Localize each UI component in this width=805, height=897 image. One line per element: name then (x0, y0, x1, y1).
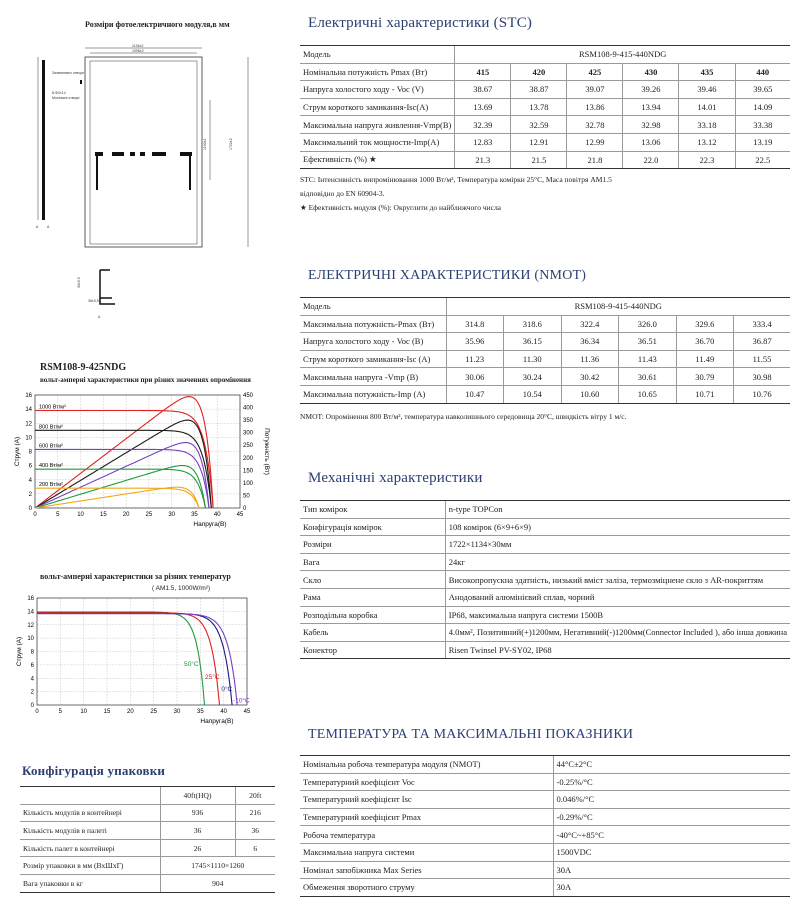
iv-curve-series (37, 613, 220, 705)
mech-row (300, 501, 790, 519)
nmot-cell: 326.0 (619, 315, 677, 333)
stc-cell: 13.86 (567, 98, 623, 116)
mech-row-value: Risen Twinsel PV-SY02, IP68 (445, 641, 790, 659)
mech-row-label: Розміри (300, 536, 445, 554)
nmot-row (300, 315, 790, 333)
y2-tick-label: 150 (243, 468, 254, 475)
chart2-title: вольт-амперні характеристики за різних температур (40, 572, 231, 581)
module-dimension-drawing (20, 40, 260, 325)
stc-cell: 13.06 (623, 133, 679, 151)
stc-note-3: ★ Ефективність модуля (%): Округлити до найближчого числа (300, 203, 502, 213)
module-drawing-title: Розміри фотоелектричного модуля,в мм (85, 20, 230, 29)
packing-cell: 6 (235, 839, 275, 857)
nmot-cell: 30.98 (734, 368, 790, 386)
y2-tick-label: 200 (243, 455, 254, 462)
stc-cell: 32.78 (567, 116, 623, 134)
mech-row-label: Скло (300, 571, 445, 589)
mech-row-value: IP68, максимальна напруга системи 1500В (445, 606, 790, 624)
x-tick-label: 5 (58, 709, 63, 715)
mech-row-label: Тип комірок (300, 501, 445, 519)
nmot-cell: 329.6 (676, 315, 734, 333)
y-tick-label: 8 (28, 449, 32, 456)
mech-row (300, 571, 790, 589)
x-tick-label: 0 (35, 709, 39, 715)
stc-cell: 39.26 (623, 81, 679, 99)
series-label: 200 Вт/м² (39, 482, 63, 489)
stc-cell: 38.67 (455, 81, 511, 99)
y2-tick-label: 300 (243, 430, 254, 437)
stc-row (300, 63, 790, 81)
packing-size-value: 1745×1110×1260 (160, 857, 275, 875)
mech-row (300, 641, 790, 659)
iv-curve-series (37, 612, 205, 705)
stc-cell: 440 (735, 63, 790, 81)
temp-row-value: 0.046%/°C (553, 791, 790, 809)
stc-row-label: Напруга холостого ходу - Voc (V) (300, 81, 455, 99)
x-tick-label: 35 (196, 709, 204, 715)
stc-row-label: Номінальна потужність Pmax (Вт) (300, 63, 455, 81)
temp-row (300, 826, 790, 844)
packing-row (20, 822, 275, 840)
stc-cell: 14.01 (679, 98, 735, 116)
nmot-cell: 30.42 (561, 368, 619, 386)
stc-cell: 39.46 (679, 81, 735, 99)
temp-row-value: 30A (553, 879, 790, 897)
nmot-cell: 36.87 (734, 333, 790, 351)
x-tick-label: 15 (103, 709, 111, 715)
temp-row (300, 879, 790, 897)
stc-cell: 22.0 (623, 151, 679, 169)
nmot-cell: 30.24 (504, 368, 562, 386)
nmot-cell: 10.54 (504, 385, 562, 403)
temp-row-label: Температурний коефіцієнт Voc (300, 773, 553, 791)
chart2-subtitle: ( AM1.5, 1000W/m²) (152, 585, 211, 592)
temp-row-value: -40°C~+85°C (553, 826, 790, 844)
x-axis-label: Напруга(В) (200, 718, 234, 725)
temp-table (300, 755, 790, 897)
packing-row-label: Кількість модулів в палеті (20, 822, 160, 840)
packing-cell: 936 (160, 804, 235, 822)
temp-row-value: 1500VDC (553, 843, 790, 861)
nmot-cell: 36.51 (619, 333, 677, 351)
stc-row-label: Ефективність (%) ★ (300, 151, 455, 169)
packing-cell: 216 (235, 804, 275, 822)
x-tick-label: 45 (236, 512, 244, 518)
dim-inner-width: 1096±2 (132, 49, 144, 53)
stc-cell: 12.99 (567, 133, 623, 151)
nmot-model-value: RSM108-9-415-440NDG (446, 298, 790, 316)
y2-tick-label: 50 (243, 493, 250, 500)
nmot-row (300, 350, 790, 368)
grounding-holes: Заземлюючі отвори (52, 71, 84, 75)
mech-row-label: Розподільна коробка (300, 606, 445, 624)
nmot-cell: 11.49 (676, 350, 734, 368)
packing-row-label: Кількість модулів в контейнері (20, 804, 160, 822)
stc-cell: 32.39 (455, 116, 511, 134)
x-tick-label: 10 (80, 709, 88, 715)
x-tick-label: 40 (213, 512, 221, 518)
stc-row-label: Струм короткого замикання-Isc(A) (300, 98, 455, 116)
temp-row-value: 30A (553, 861, 790, 879)
packing-weight-value: 904 (160, 874, 275, 892)
x-tick-label: 25 (145, 512, 153, 518)
x-tick-label: 40 (220, 709, 228, 715)
stc-table (300, 45, 790, 215)
iv-curve-series (35, 488, 199, 508)
packing-row (20, 839, 275, 857)
y-tick-label: 6 (30, 662, 34, 669)
stc-row-label: Максимальний ток мощности-Imp(A) (300, 133, 455, 151)
stc-row-label: Максимальна напруга живлення-Vmp(В) (300, 116, 455, 134)
nmot-cell: 10.65 (619, 385, 677, 403)
mech-row (300, 518, 790, 536)
series-label: 1000 Вт/м² (39, 404, 66, 411)
mech-row (300, 536, 790, 554)
stc-title: Електричні характеристики (STC) (308, 15, 533, 31)
y-tick-label: 4 (30, 676, 34, 683)
nmot-cell: 10.76 (734, 385, 790, 403)
stc-cell: 13.12 (679, 133, 735, 151)
nmot-cell: 333.4 (734, 315, 790, 333)
stc-cell: 425 (567, 63, 623, 81)
temp-row (300, 861, 790, 879)
nmot-cell: 314.8 (446, 315, 504, 333)
mech-row-label: Конфігурація комірок (300, 518, 445, 536)
y-tick-label: 12 (25, 421, 32, 428)
stc-cell: 12.83 (455, 133, 511, 151)
mech-row-value: Високопропускна здатність, низький вміст заліза, термозміцнене скло з AR-покриттям (445, 571, 790, 589)
stc-cell: 13.78 (511, 98, 567, 116)
side-frame-profile (42, 60, 45, 220)
x-tick-label: 5 (56, 512, 60, 518)
x-tick-label: 20 (126, 709, 134, 715)
nmot-row (300, 385, 790, 403)
nmot-cell: 36.15 (504, 333, 562, 351)
y-tick-label: 8 (30, 649, 34, 656)
iv-curve-series (37, 614, 237, 705)
iv-temperature-chart (5, 592, 270, 732)
mech-title: Механічні характеристики (308, 470, 483, 486)
nmot-row (300, 368, 790, 386)
dim-length: 1722±2 (229, 138, 233, 150)
x-tick-label: 30 (173, 709, 181, 715)
stc-cell: 435 (679, 63, 735, 81)
y-tick-label: 10 (27, 636, 34, 643)
stc-cell: 415 (455, 63, 511, 81)
nmot-row-label: Струм короткого замикання-Isc (A) (300, 350, 446, 368)
packing-table (20, 786, 275, 893)
y-tick-label: 12 (27, 622, 34, 629)
stc-cell: 33.18 (679, 116, 735, 134)
packing-title: Конфігурація упаковки (22, 763, 166, 778)
x-tick-label: 0 (33, 512, 37, 518)
mech-row-label: Рама (300, 588, 445, 606)
mech-row (300, 624, 790, 642)
stc-row (300, 116, 790, 134)
y-tick-label: 16 (25, 393, 32, 399)
y-tick-label: 14 (25, 407, 32, 414)
packing-row-label: Кількість палет в контейнері (20, 839, 160, 857)
stc-cell: 430 (623, 63, 679, 81)
section-label-left: A (36, 225, 39, 229)
nmot-note: NMOT: Опромінення 800 Вт/м², температура навколишнього середовища 20°C, швидкість вітру 1 м/с. (300, 411, 627, 421)
chart1-subtitle: вольт-амперні характеристики при різних значеннях опромінення (40, 376, 251, 384)
series-label: 800 Вт/м² (39, 424, 63, 431)
section-a-label: A (98, 315, 101, 319)
temp-row-value: -0.29%/°C (553, 808, 790, 826)
y2-tick-label: 100 (243, 480, 254, 487)
x-tick-label: 45 (243, 709, 251, 715)
mech-row (300, 553, 790, 571)
mech-row-value: n-type TOPCon (445, 501, 790, 519)
stc-cell: 32.98 (623, 116, 679, 134)
stc-cell: 38.87 (511, 81, 567, 99)
temp-row-label: Максимальна напруга системи (300, 843, 553, 861)
packing-cell: 36 (160, 822, 235, 840)
series-label: -10°C (233, 697, 250, 705)
temp-row-label: Номінальна робоча температура модуля (NMOT) (300, 756, 553, 774)
dim-width: 1134±2 (132, 44, 144, 48)
stc-cell: 22.5 (735, 151, 790, 169)
mech-row-label: Конектор (300, 641, 445, 659)
temp-row-label: Температурний коефіцієнт Isc (300, 791, 553, 809)
stc-note-1: STC: Інтенсивність випромінювання 1000 Вт/м², Температура комірки 25°C, Маса повітря AM1.5 (300, 175, 612, 185)
nmot-cell: 322.4 (561, 315, 619, 333)
temp-title: ТЕМПЕРАТУРА ТА МАКСИМАЛЬНІ ПОКАЗНИКИ (308, 727, 634, 742)
nmot-row (300, 333, 790, 351)
mech-row-label: Вага (300, 553, 445, 571)
stc-cell: 12.91 (511, 133, 567, 151)
power-curve-series (35, 443, 209, 508)
y2-tick-label: 400 (243, 405, 254, 412)
temp-row (300, 791, 790, 809)
y-tick-label: 6 (28, 463, 32, 470)
temp-row (300, 843, 790, 861)
iv-irradiance-chart (5, 385, 270, 530)
mech-row-value: 108 комірок (6×9+6×9) (445, 518, 790, 536)
mech-row-value: Анодований алюмінієвий сплав, чорний (445, 588, 790, 606)
nmot-row-label: Максимальна потужність-Imp (A) (300, 385, 446, 403)
mech-row (300, 588, 790, 606)
x-tick-label: 15 (99, 512, 107, 518)
nmot-cell: 30.61 (619, 368, 677, 386)
nmot-cell: 11.36 (561, 350, 619, 368)
nmot-cell: 36.70 (676, 333, 734, 351)
stc-model-value: RSM108-9-415-440NDG (455, 46, 790, 64)
packing-row (20, 804, 275, 822)
nmot-cell: 11.23 (446, 350, 504, 368)
stc-cell: 33.38 (735, 116, 790, 134)
stc-row (300, 133, 790, 151)
y-axis-label: Струм (A) (14, 436, 21, 467)
mech-row-value: 1722×1134×30мм (445, 536, 790, 554)
y-tick-label: 16 (27, 596, 34, 602)
mech-row-label: Кабель (300, 624, 445, 642)
x-tick-label: 30 (168, 512, 176, 518)
stc-cell: 13.69 (455, 98, 511, 116)
series-label: 0°C (221, 685, 233, 693)
nmot-cell: 30.06 (446, 368, 504, 386)
nmot-row-label: Максимальна потужність-Pmax (Вт) (300, 315, 446, 333)
nmot-cell: 11.43 (619, 350, 677, 368)
temp-row-label: Номінал запобіжника Max Series (300, 861, 553, 879)
stc-model-label: Модель (300, 46, 455, 64)
packing-size-label: Розмір упаковки в мм (ВxШxГ) (20, 857, 160, 875)
stc-cell: 21.3 (455, 151, 511, 169)
y-tick-label: 2 (28, 491, 32, 498)
mech-table (300, 500, 790, 659)
stc-cell: 39.65 (735, 81, 790, 99)
series-label: 600 Вт/м² (39, 443, 63, 450)
mech-row-value: 24кг (445, 553, 790, 571)
y-tick-label: 14 (27, 609, 34, 616)
y-tick-label: 0 (30, 703, 34, 709)
stc-row (300, 81, 790, 99)
stc-note-2: відповідно до EN 60904-3. (300, 189, 385, 199)
stc-cell: 21.5 (511, 151, 567, 169)
stc-cell: 13.19 (735, 133, 790, 151)
mech-row-value: 4.0мм², Позитивний(+)1200мм, Негативний(-)1200мм(Connector Included ), або інша довжина (445, 624, 790, 642)
x-axis-label: Напруга(В) (193, 521, 227, 528)
nmot-model-label: Модель (300, 298, 446, 316)
stc-cell: 14.09 (735, 98, 790, 116)
stc-cell: 39.07 (567, 81, 623, 99)
temp-row-label: Температурний коефіцієнт Pmax (300, 808, 553, 826)
nmot-cell: 35.96 (446, 333, 504, 351)
y2-tick-label: 250 (243, 443, 254, 450)
nmot-table (300, 297, 790, 424)
series-label: 25°C (205, 673, 220, 681)
nmot-cell: 10.71 (676, 385, 734, 403)
series-label: 400 Вт/м² (39, 463, 63, 470)
y2-tick-label: 350 (243, 418, 254, 425)
nmot-cell: 318.6 (504, 315, 562, 333)
chart1-model-title: RSM108-9-425NDG (40, 362, 127, 373)
temp-row-value: 44°C±2°C (553, 756, 790, 774)
packing-cell: 26 (160, 839, 235, 857)
packing-cell: 36 (235, 822, 275, 840)
temp-row (300, 756, 790, 774)
dim-mount: 1100±2 (203, 138, 207, 150)
nmot-cell: 30.79 (676, 368, 734, 386)
nmot-cell: 11.30 (504, 350, 562, 368)
packing-header-40ft: 40ft(HQ) (160, 787, 235, 805)
nmot-cell: 10.47 (446, 385, 504, 403)
dim-flange: 36±0.5 (88, 299, 99, 303)
power-curve-series (35, 487, 199, 508)
stc-row (300, 151, 790, 169)
dim-thickness: 30±0.5 (77, 277, 81, 288)
iv-curve-series (35, 449, 209, 508)
temp-row-label: Обмеження зворотного струму (300, 879, 553, 897)
y-axis-label: Струм (A) (16, 636, 23, 667)
y-tick-label: 2 (30, 689, 34, 696)
mounting-holes: Монтажні отвори (52, 96, 80, 100)
temp-row (300, 773, 790, 791)
stc-row (300, 98, 790, 116)
x-tick-label: 35 (191, 512, 198, 518)
stc-cell: 420 (511, 63, 567, 81)
nmot-cell: 11.55 (734, 350, 790, 368)
y-tick-label: 10 (25, 435, 32, 442)
nmot-title: ЕЛЕКТРИЧНІ ХАРАКТЕРИСТИКИ (NMOT) (308, 268, 587, 283)
x-tick-label: 25 (150, 709, 158, 715)
temp-row-value: -0.25%/°C (553, 773, 790, 791)
nmot-cell: 36.34 (561, 333, 619, 351)
temp-row (300, 808, 790, 826)
junction-box (95, 152, 103, 156)
mech-row (300, 606, 790, 624)
nmot-row-label: Напруга холостого ходу - Voc (В) (300, 333, 446, 351)
stc-cell: 13.94 (623, 98, 679, 116)
y2-axis-label: Потужність (Вт) (263, 428, 270, 475)
y2-tick-label: 450 (243, 393, 254, 399)
y-tick-label: 4 (28, 477, 32, 484)
y2-tick-label: 0 (243, 506, 247, 512)
nmot-cell: 10.60 (561, 385, 619, 403)
stc-cell: 22.3 (679, 151, 735, 169)
packing-header-20ft: 20ft (235, 787, 275, 805)
mounting-holes-count: 8-Ф4×14 (52, 91, 66, 95)
packing-weight-label: Вага упаковки в кг (20, 874, 160, 892)
stc-cell: 32.59 (511, 116, 567, 134)
series-label: 50°C (184, 661, 199, 669)
x-tick-label: 20 (122, 512, 130, 518)
temp-row-label: Робоча температура (300, 826, 553, 844)
section-label-right: A (47, 225, 50, 229)
x-tick-label: 10 (77, 512, 84, 518)
frame-cross-section (100, 270, 115, 304)
y-tick-label: 0 (28, 506, 32, 512)
stc-cell: 21.8 (567, 151, 623, 169)
nmot-row-label: Максимальна напруга -Vmp (В) (300, 368, 446, 386)
